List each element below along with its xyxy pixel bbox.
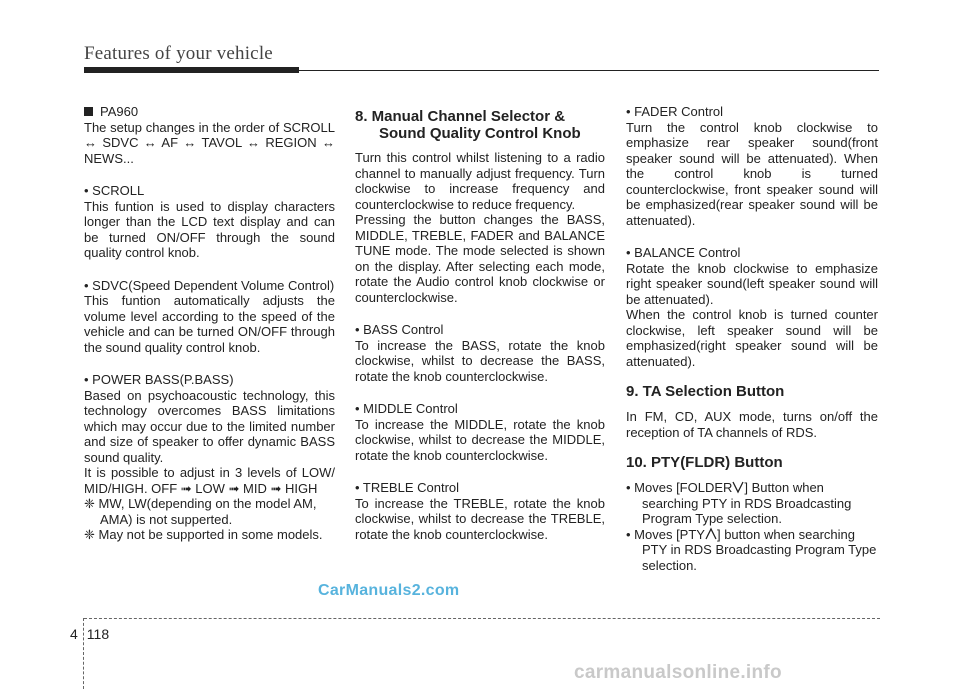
pa960-label xyxy=(84,104,335,120)
column-left xyxy=(84,104,335,543)
watermark-carmanuals2[interactable]: CarManuals2.com xyxy=(318,582,460,599)
chapter-number: 4 xyxy=(70,626,78,642)
treble-text: To increase the TREBLE, rotate the knob clockwise, whilst to decrease the TREBLE, rotate the knob counterclockwise. xyxy=(355,495,605,542)
scroll-text: This funtion is used to display characters longer than the LCD text display and can be turned ON/OFF through the sound quality control knob. xyxy=(84,198,335,260)
note-support: ❈ May not be supported in some models. xyxy=(84,527,323,542)
header-rule-thin xyxy=(299,70,879,71)
sdvc-heading: • SDVC(Speed Dependent Volume Control) xyxy=(84,277,335,293)
column-middle xyxy=(355,104,605,542)
power-bass-heading: • POWER BASS(P.BASS) xyxy=(84,372,234,387)
mode-button-text: Pressing the button changes the BASS, MIDDLE, TREBLE, FADER and BALANCE TUNE mode. The mode selected is shown on the display. After selecting each mode, rotate the Audio control knob clockwise or counterclockwise. xyxy=(355,212,605,305)
pty-bullet-folder xyxy=(626,480,878,527)
section-8-heading xyxy=(355,108,605,142)
section-9-heading: 9. TA Selection Button xyxy=(626,383,785,400)
bass-text: To increase the BASS, rotate the knob clockwise, whilst to decrease the BASS, rotate the knob counterclockwise. xyxy=(355,337,605,384)
pty-bullet-pty xyxy=(626,527,878,574)
fader-text: Turn the control knob clockwise to emphasize rear speaker sound(front speaker sound will be attenuated). When the control knob is turned counterclockwise, front speaker sound will be emphasized(rear speaker sound will be attenuated). xyxy=(626,119,878,228)
header-rule-thick xyxy=(84,67,299,73)
setup-order-text: The setup changes in the order of SCROLL ↔ SDVC ↔ AF ↔ TAVOL ↔ REGION ↔ NEWS... xyxy=(84,119,335,166)
column-right xyxy=(626,104,878,573)
pty-bullet-pty-pre: • Moves [PTY xyxy=(626,526,705,542)
bass-heading: • BASS Control xyxy=(355,322,444,337)
fader-heading: • FADER Control xyxy=(626,104,724,119)
note-mw-lw: ❈ MW, LW(depending on the model AM, AMA) is not supperted. xyxy=(84,496,317,527)
page-number-value: 118 xyxy=(86,626,110,642)
balance-heading: • BALANCE Control xyxy=(626,245,741,260)
sdvc-text: This funtion automatically adjusts the volume level according to the speed of the vehicle and can be turned ON/OFF through the sound quality control knob. xyxy=(84,293,335,355)
section-10-heading: 10. PTY(FLDR) Button xyxy=(626,454,783,471)
square-bullet-icon xyxy=(84,107,93,116)
page-header-title: Features of your vehicle xyxy=(84,43,273,64)
middle-heading: • MIDDLE Control xyxy=(355,401,458,416)
watermark-carmanualsonline[interactable]: carmanualsonline.info xyxy=(574,662,782,683)
balance-text-2: When the control knob is turned counter clockwise, left speaker sound will be emphasized(right speaker sound will be attenuated). xyxy=(626,307,878,369)
pty-bullet-pty-post: ] button when searching PTY in RDS Broadcasting Program Type selection. xyxy=(642,526,877,573)
scroll-heading: • SCROLL xyxy=(84,183,145,198)
page-number xyxy=(70,626,118,642)
pa960-text: PA960 xyxy=(100,104,139,119)
chevron-down-icon xyxy=(732,480,744,494)
treble-heading: • TREBLE Control xyxy=(355,480,460,495)
middle-text: To increase the MIDDLE, rotate the knob clockwise, whilst to decrease the MIDDLE, rotate the knob counterclockwise. xyxy=(355,416,605,463)
power-bass-text: Based on psychoacoustic technology, this technology overcomes BASS limitations which may occur due to the limited number and size of speaker to offer dynamic BASS sound quality. xyxy=(84,387,335,465)
balance-text-1: Rotate the knob clockwise to emphasize right speaker sound(left speaker sound will be attenuated). xyxy=(626,260,878,307)
section-8-heading-line1: 8. Manual Channel Selector & xyxy=(355,108,566,125)
manual-channel-intro: Turn this control whilst listening to a radio channel to manually adjust frequency. Turn clockwise to increase frequency and counterclockwise to reduce frequency. xyxy=(355,150,605,212)
pty-bullet-folder-pre: • Moves [FOLDER xyxy=(626,480,733,495)
ta-text: In FM, CD, AUX mode, turns on/off the reception of TA channels of RDS. xyxy=(626,409,878,440)
levels-text: It is possible to adjust in 3 levels of LOW/ MID/HIGH. OFF ➟ LOW ➟ MID ➟ HIGH xyxy=(84,465,335,496)
footer-rule xyxy=(84,618,880,619)
section-8-heading-line2: Sound Quality Control Knob xyxy=(379,125,581,142)
pty-bullet-folder-post: ] Button when searching PTY in RDS Broadcasting Program Type selection. xyxy=(642,480,852,526)
chevron-up-icon xyxy=(705,527,717,541)
